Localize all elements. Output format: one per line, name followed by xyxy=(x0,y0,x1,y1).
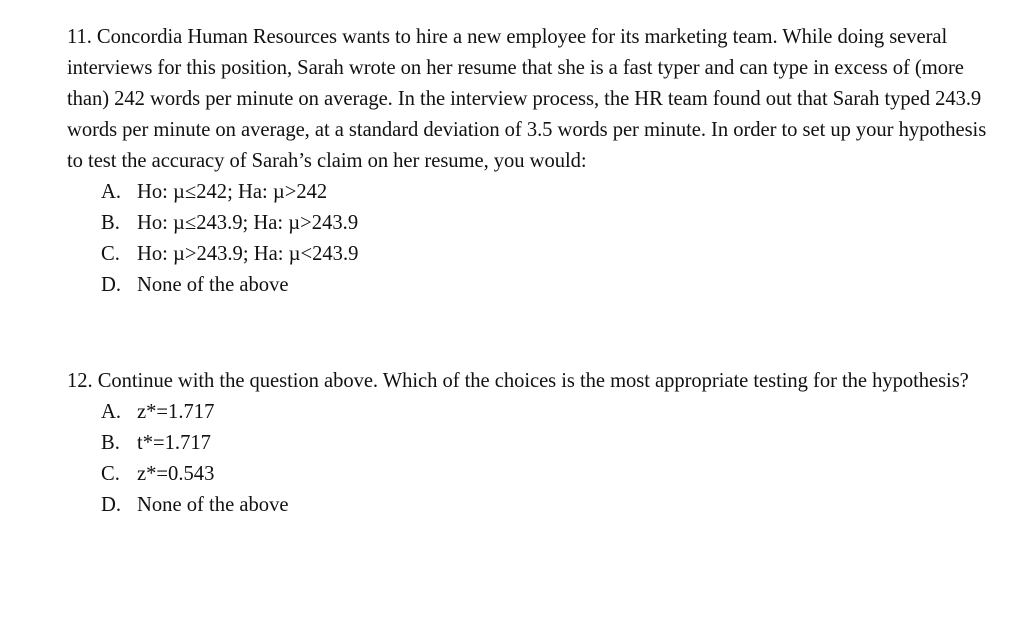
option-letter: B. xyxy=(101,432,120,454)
option-letter: B. xyxy=(101,212,120,234)
question-12-options xyxy=(67,397,987,521)
question-12-option-a xyxy=(101,397,987,428)
option-letter: A. xyxy=(101,181,122,203)
option-text: Ho: µ≤242; Ha: µ>242 xyxy=(137,181,328,203)
question-12-option-b xyxy=(101,428,987,459)
question-12 xyxy=(67,366,987,521)
question-11-option-b xyxy=(101,208,987,239)
question-12-stem: 12. Continue with the question above. Which of the choices is the most appropriate testing for the hypothesis? xyxy=(67,370,969,392)
question-12-option-c xyxy=(101,459,987,490)
option-text: None of the above xyxy=(137,494,289,516)
option-text: z*=0.543 xyxy=(137,463,215,485)
question-11-option-a xyxy=(101,177,987,208)
option-letter: A. xyxy=(101,401,122,423)
option-text: z*=1.717 xyxy=(137,401,215,423)
option-text: Ho: µ≤243.9; Ha: µ>243.9 xyxy=(137,212,359,234)
question-11-option-d xyxy=(101,270,987,301)
option-letter: D. xyxy=(101,274,122,296)
option-text: Ho: µ>243.9; Ha: µ<243.9 xyxy=(137,243,359,265)
option-letter: C. xyxy=(101,243,120,265)
question-11-stem: 11. Concordia Human Resources wants to hire a new employee for its marketing team. While doing several interviews for this position, Sarah wrote on her resume that she is a fast typer and can type in excess of (more than) 242 words per minute on average. In the interview process, the HR team found out that Sarah typed 243.9 words per minute on average, at a standard deviation of 3.5 words per minute. In order to set up your hypothesis to test the accuracy of Sarah’s claim on her resume, you would: xyxy=(67,26,987,172)
option-text: t*=1.717 xyxy=(137,432,211,454)
question-12-option-d xyxy=(101,490,987,521)
question-11 xyxy=(67,22,987,301)
question-11-option-c xyxy=(101,239,987,270)
option-letter: D. xyxy=(101,494,122,516)
option-text: None of the above xyxy=(137,274,289,296)
question-11-options xyxy=(67,177,987,301)
option-letter: C. xyxy=(101,463,120,485)
